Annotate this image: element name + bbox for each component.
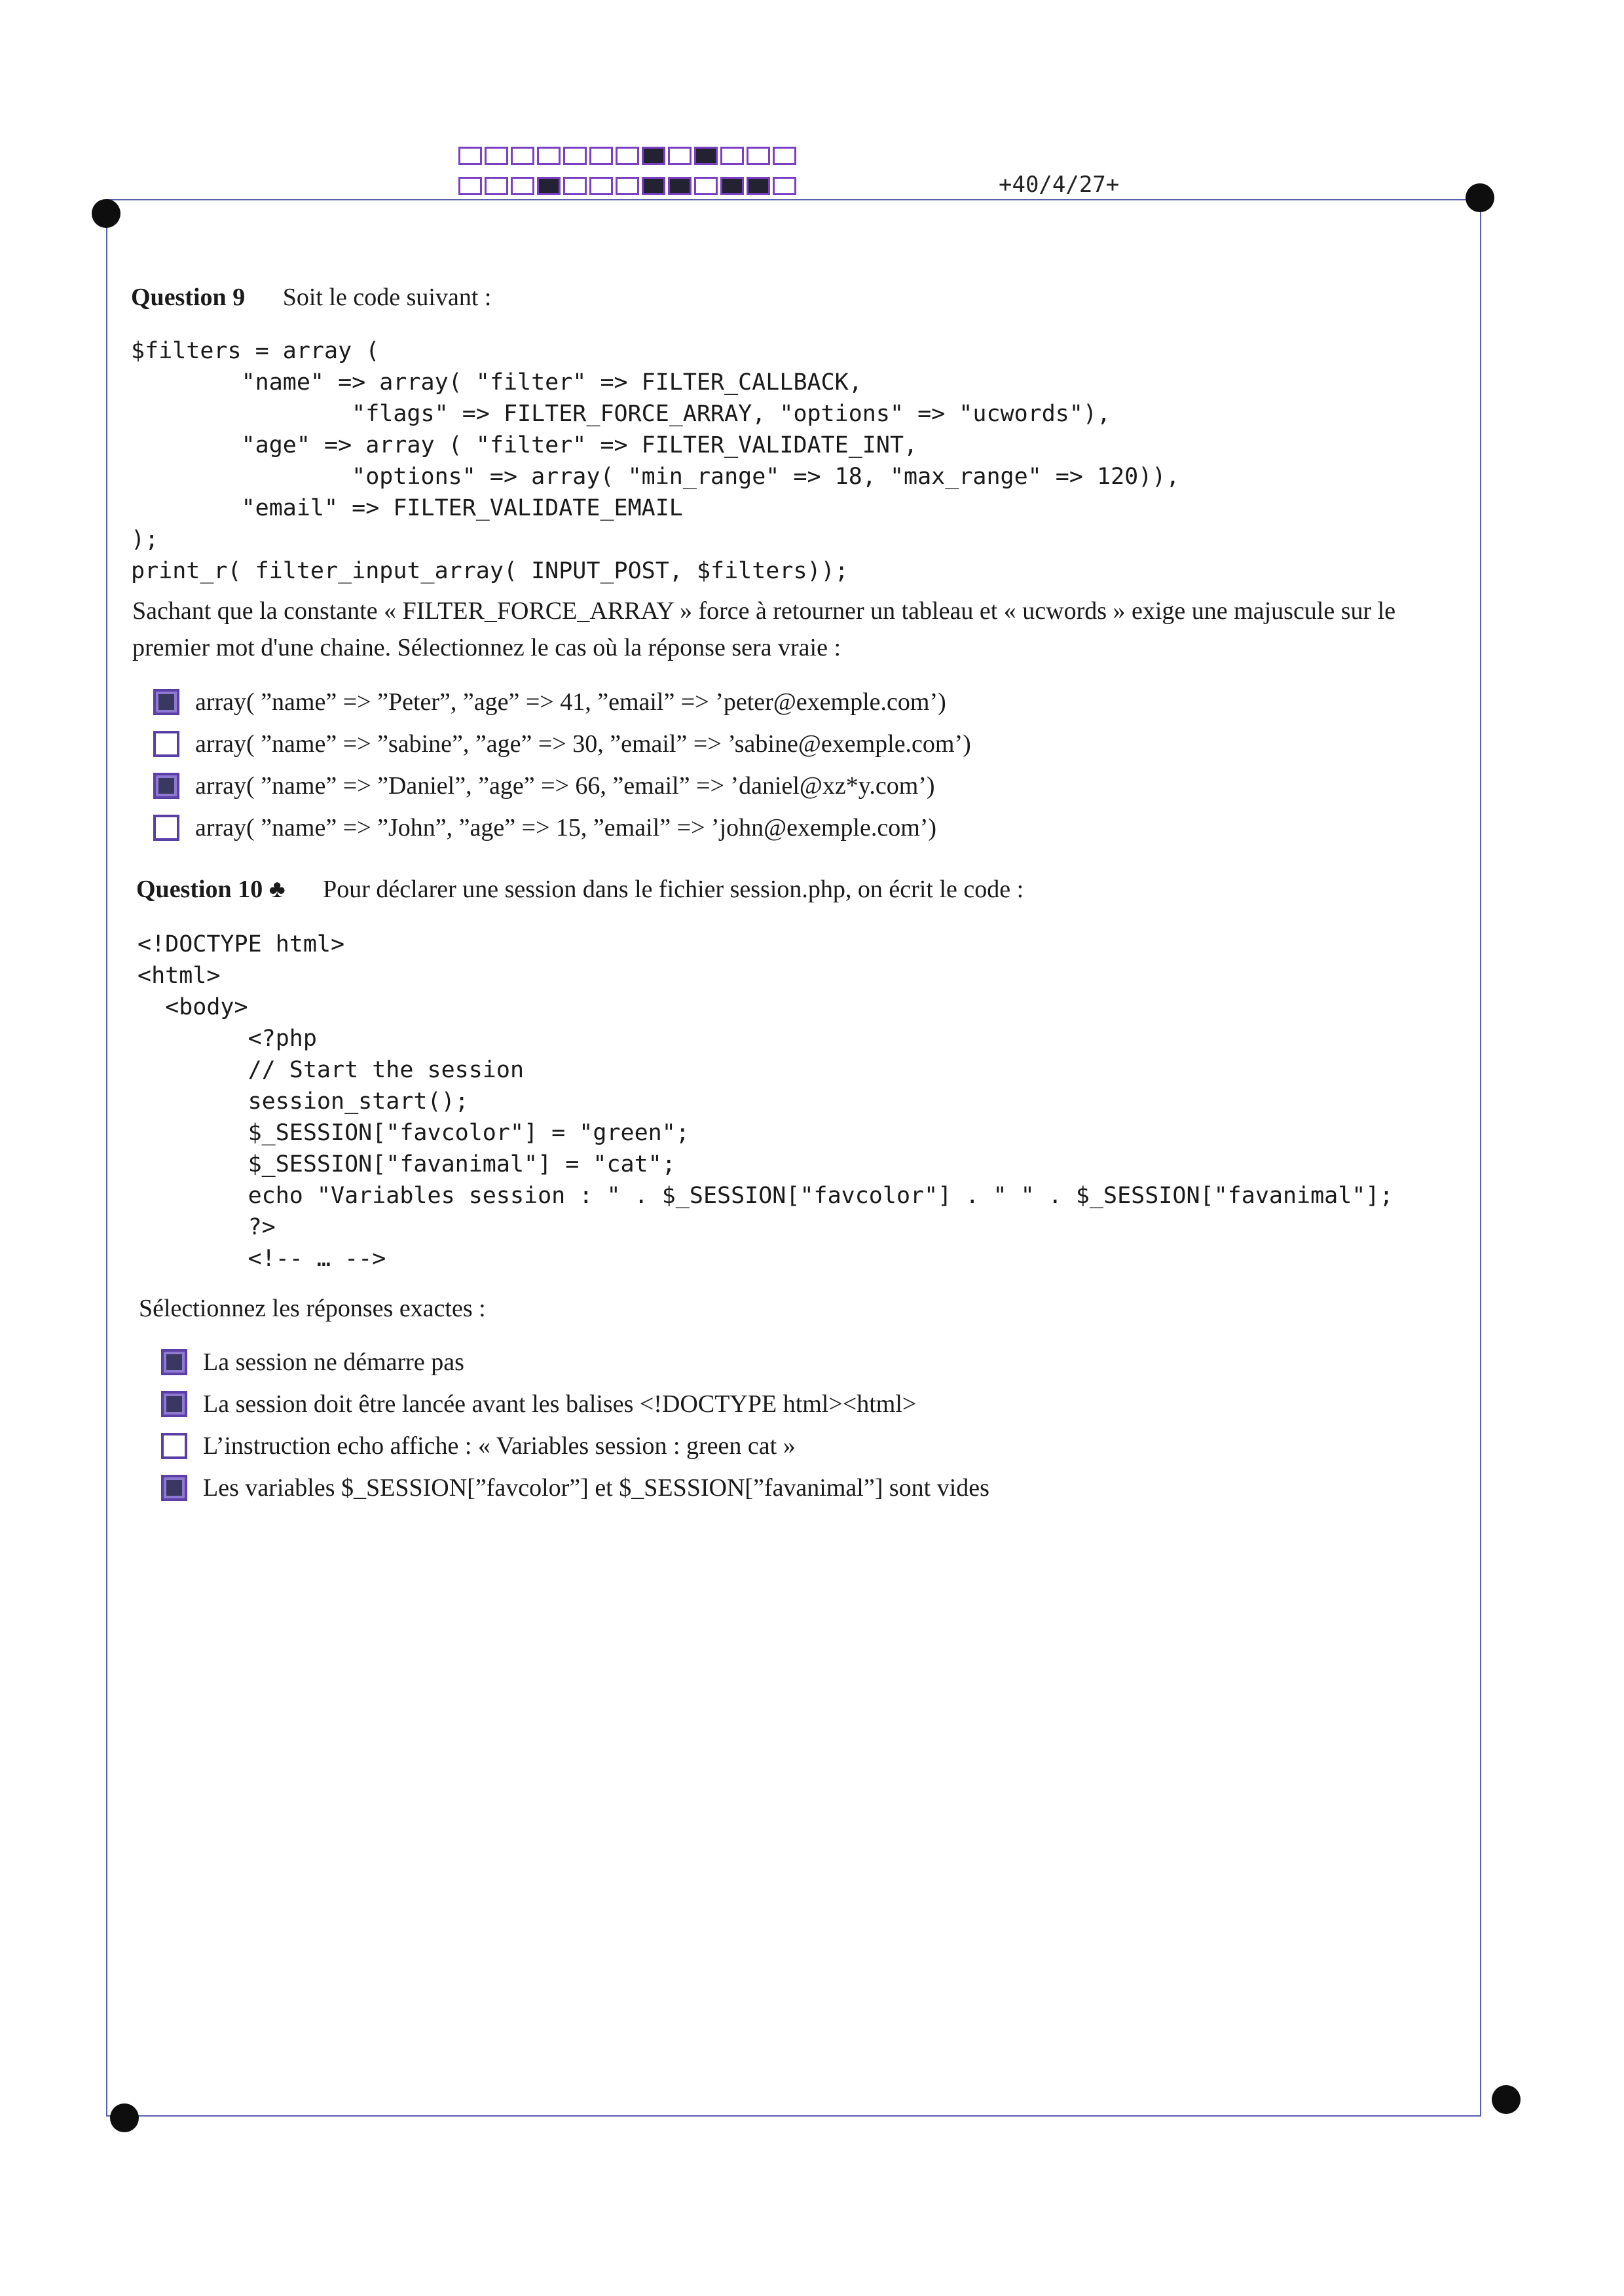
answer-text: La session ne démarre pas <box>203 1348 464 1376</box>
id-code-cell <box>694 147 718 165</box>
answer-text: array( ”name” => ”sabine”, ”age” => 30, ”email” => ’sabine@exemple.com’) <box>195 730 971 758</box>
answer-option[interactable] <box>161 1467 989 1509</box>
answer-checkbox[interactable] <box>161 1475 187 1501</box>
page-id: +40/4/27+ <box>999 172 1120 198</box>
question-10-prompt: Sélectionnez les réponses exactes : <box>139 1295 486 1322</box>
id-code-cell <box>563 177 587 195</box>
question-9-explanation: Sachant que la constante « FILTER_FORCE_ARRAY » force à retourner un tableau et « ucwords » exige une majuscule sur le premier mot d'une chaine. Sélectionnez le cas où la réponse sera vraie : <box>132 597 1396 661</box>
question-9-text: Soit le code suivant : <box>282 284 492 311</box>
answer-checkbox[interactable] <box>161 1391 187 1417</box>
id-code-cell <box>747 177 770 195</box>
question-10-header <box>136 875 1024 904</box>
id-code-cell <box>537 147 561 165</box>
id-code-cell <box>773 177 796 195</box>
id-code-cell <box>511 177 534 195</box>
id-code-cell <box>720 147 744 165</box>
id-code-cell <box>694 177 718 195</box>
id-code-cell <box>485 177 508 195</box>
answer-text: array( ”name” => ”Peter”, ”age” => 41, ”email” => ’peter@exemple.com’) <box>195 688 946 716</box>
answer-checkbox[interactable] <box>161 1433 187 1459</box>
answer-checkbox[interactable] <box>153 731 179 757</box>
id-code-cell <box>537 177 561 195</box>
id-code-cell <box>485 147 508 165</box>
id-code-row-1 <box>458 147 799 165</box>
question-10-text: Pour déclarer une session dans le fichier session.php, on écrit le code : <box>323 876 1024 903</box>
answer-option[interactable] <box>153 723 971 765</box>
question-9-label: Question 9 <box>131 284 246 311</box>
answer-checkbox[interactable] <box>153 815 179 841</box>
id-code-cell <box>563 147 587 165</box>
id-code-cell <box>747 147 770 165</box>
corner-marker-bottom-left <box>110 2103 139 2132</box>
answer-option[interactable] <box>153 765 971 807</box>
answer-text: La session doit être lancée avant les balises <!DOCTYPE html><html> <box>203 1390 917 1418</box>
id-code-cell <box>720 177 744 195</box>
answer-checkbox[interactable] <box>153 689 179 715</box>
id-code-cell <box>616 177 639 195</box>
question-10-answers <box>161 1341 989 1509</box>
id-code-cell <box>773 147 796 165</box>
answer-option[interactable] <box>153 807 971 849</box>
question-10-label: Question 10 ♣ <box>136 876 286 903</box>
corner-marker-top-left <box>92 199 120 228</box>
answer-option[interactable] <box>161 1341 989 1383</box>
id-code-cell <box>458 177 482 195</box>
answer-option[interactable] <box>161 1425 989 1467</box>
answer-text: array( ”name” => ”John”, ”age” => 15, ”email” => ’john@exemple.com’) <box>195 814 937 842</box>
id-code-cell <box>458 147 482 165</box>
answer-text: L’instruction echo affiche : « Variables session : green cat » <box>203 1432 796 1460</box>
answer-checkbox[interactable] <box>153 773 179 799</box>
id-code-row-2 <box>458 177 799 195</box>
id-code-cell <box>642 147 665 165</box>
answer-text: Les variables $_SESSION[”favcolor”] et $_SESSION[”favanimal”] sont vides <box>203 1474 989 1502</box>
id-code-cell <box>642 177 665 195</box>
corner-marker-top-right <box>1466 183 1494 212</box>
answer-text: array( ”name” => ”Daniel”, ”age” => 66, ”email” => ’daniel@xz*y.com’) <box>195 772 935 800</box>
question-9-code: $filters = array ( "name" => array( "filter" => FILTER_CALLBACK, "flags" => FILTER_FORCE_ARRAY, "options" => "ucwords"), "age" => array ( "filter" => FILTER_VALIDATE_INT, "options" => array( "min_range" => 18, "max_range" => 120)), "email" => FILTER_VALIDATE_EMAIL ); print_r( filter_input_array( INPUT_POST, $filters)); <box>131 338 1180 584</box>
question-10-code: <!DOCTYPE html> <html> <body> <?php // Start the session session_start(); $_SESSION["favcolor"] = "green"; $_SESSION["favanimal"] = "cat"; echo "Variables session : " . $_SESSION["favcolor"] . " " . $_SESSION["favanimal"]; ?> <!-- … --> <box>138 931 1393 1272</box>
question-9-answers <box>153 681 971 849</box>
answer-option[interactable] <box>153 681 971 723</box>
id-code-cell <box>616 147 639 165</box>
id-code-cell <box>511 147 534 165</box>
id-code-cell <box>589 177 613 195</box>
answer-checkbox[interactable] <box>161 1349 187 1375</box>
corner-marker-bottom-right <box>1492 2085 1521 2114</box>
answer-option[interactable] <box>161 1383 989 1425</box>
question-9-header <box>131 283 491 312</box>
id-code-cell <box>668 147 692 165</box>
id-code-cell <box>668 177 692 195</box>
id-code-cell <box>589 147 613 165</box>
